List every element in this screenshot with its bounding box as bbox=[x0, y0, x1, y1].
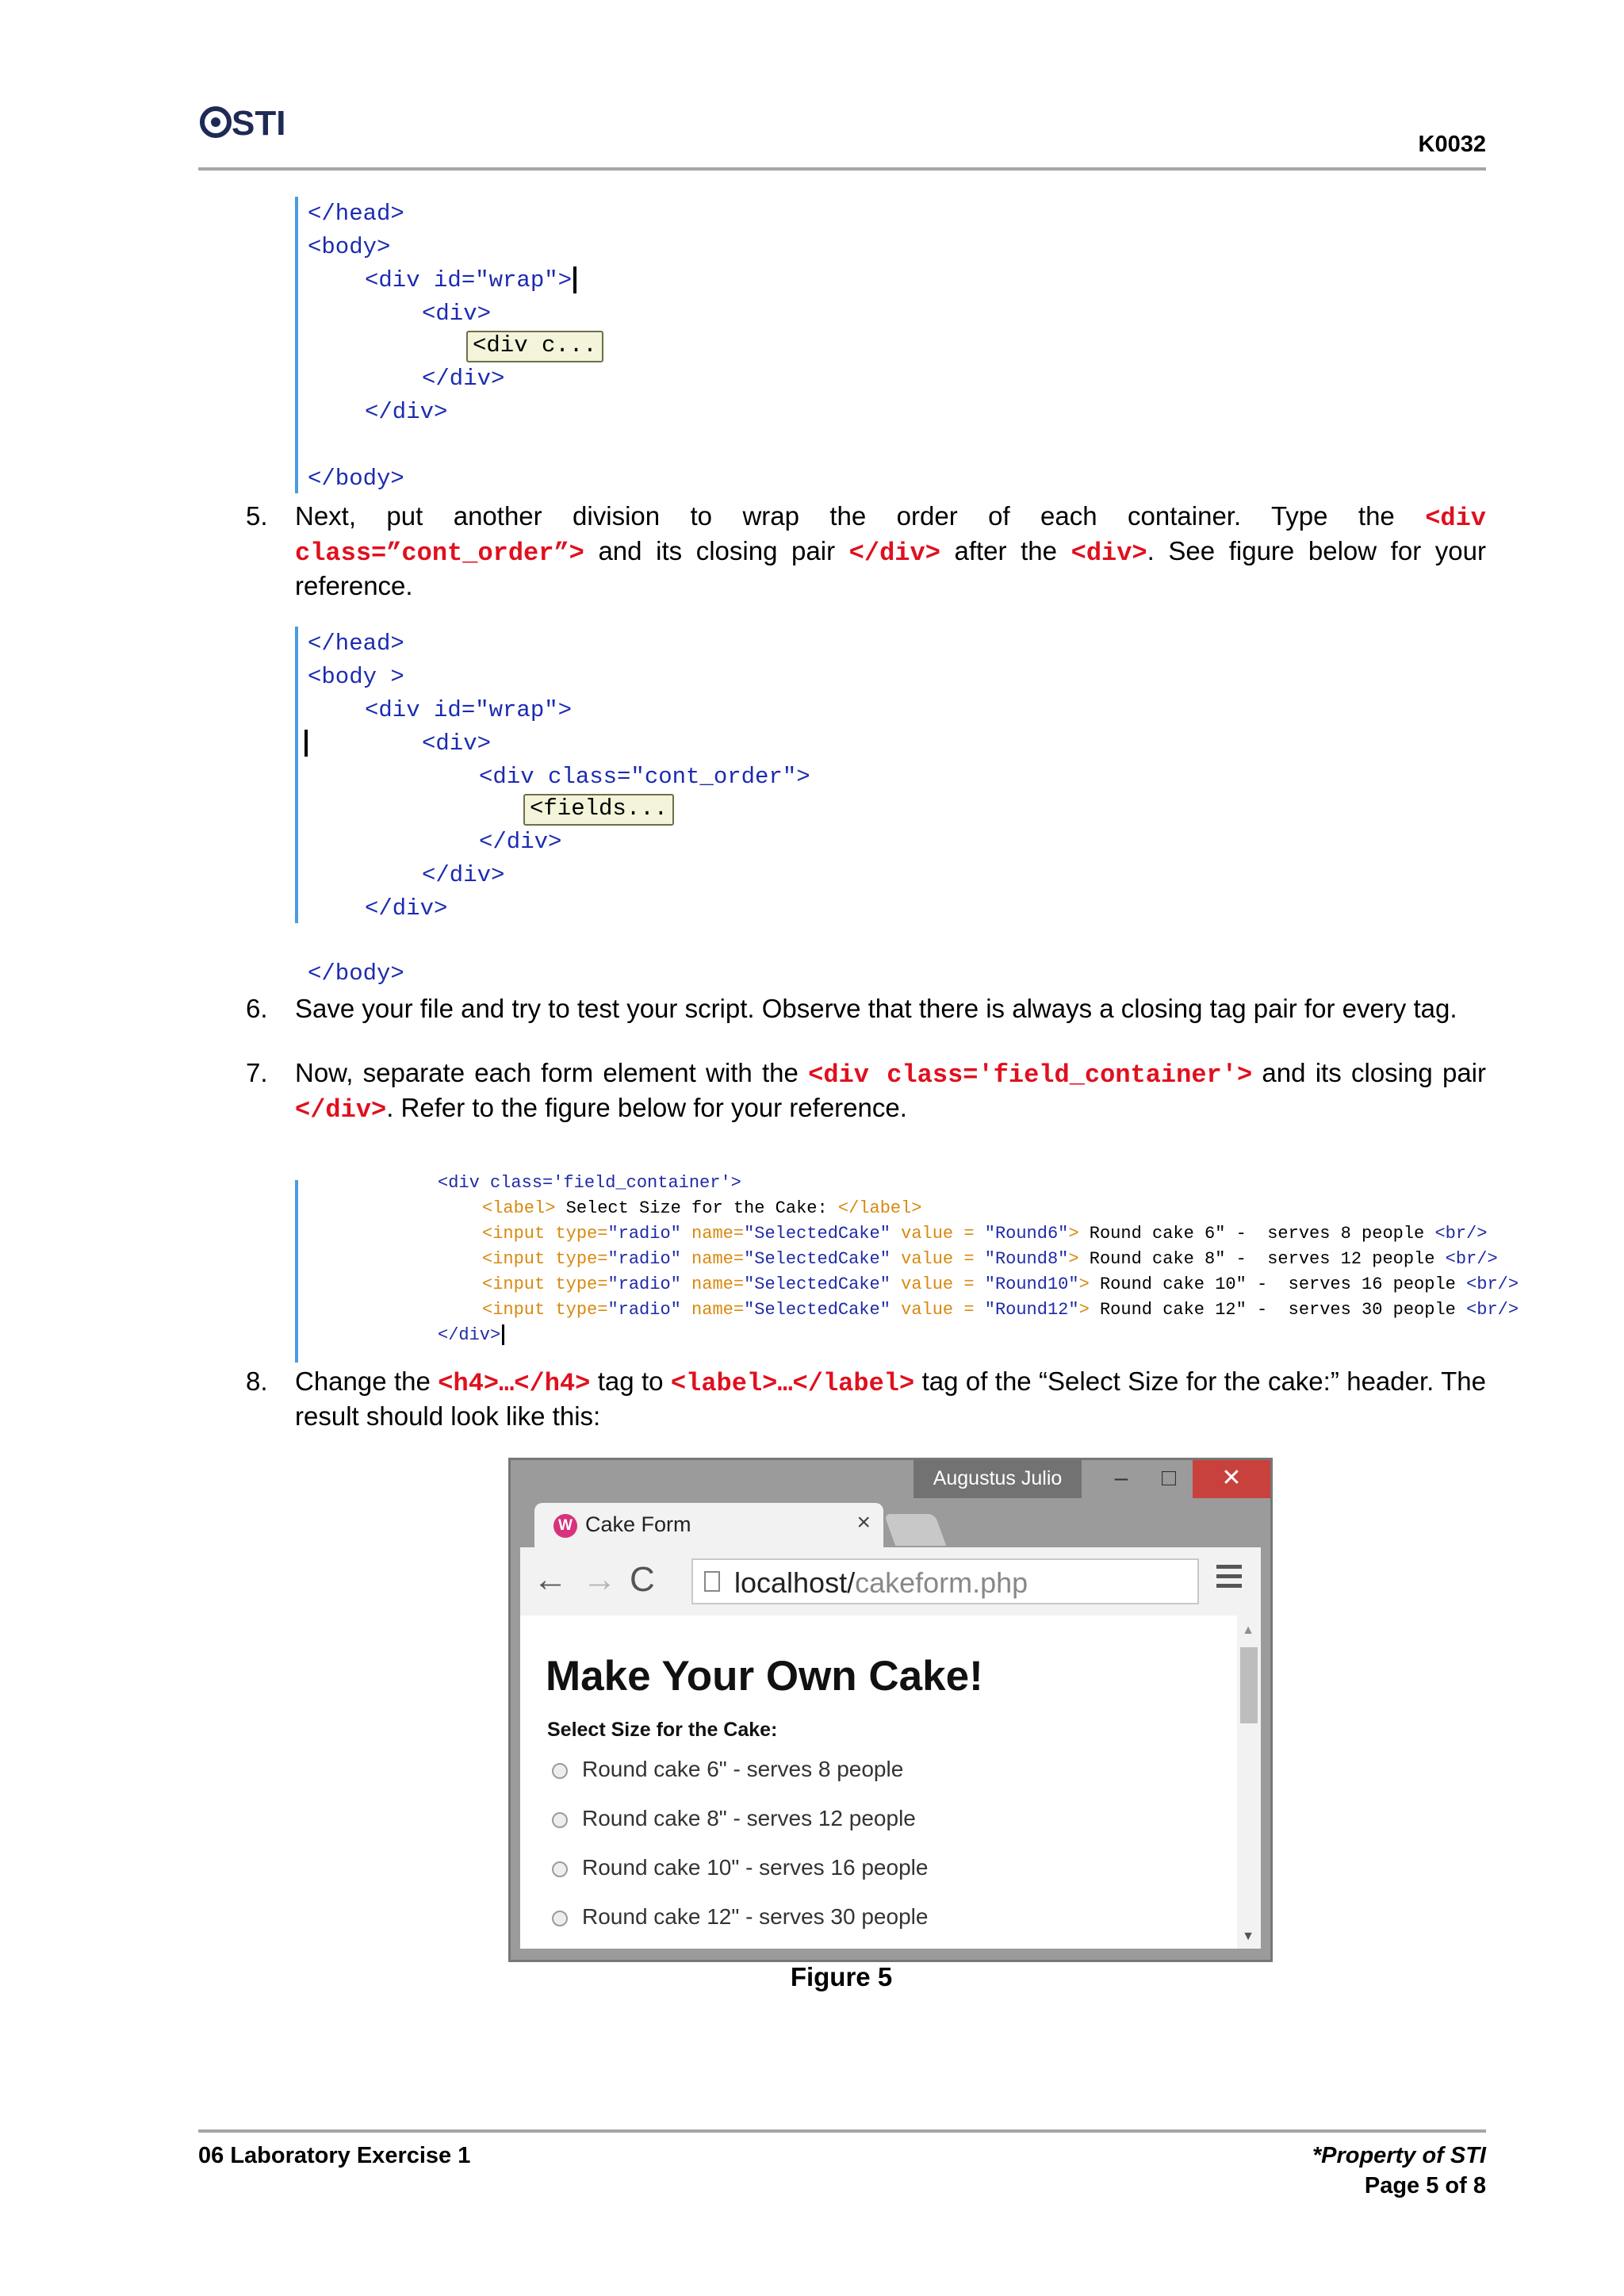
figure-caption: Figure 5 bbox=[790, 1962, 893, 1991]
scroll-up-icon[interactable]: ▲ bbox=[1242, 1623, 1254, 1637]
inline-code: </div> bbox=[295, 1095, 387, 1125]
code-attr: type= bbox=[545, 1300, 608, 1320]
radio-label: Round cake 8" - serves 12 people bbox=[582, 1806, 916, 1830]
code-line bbox=[466, 330, 603, 362]
radio-button[interactable] bbox=[552, 1763, 568, 1779]
maximize-button[interactable]: □ bbox=[1161, 1465, 1177, 1491]
code-string: "Round6" bbox=[984, 1224, 1069, 1244]
step-number: 7. bbox=[246, 1058, 268, 1087]
document-code: K0032 bbox=[1418, 132, 1486, 157]
code-tag: <input bbox=[482, 1249, 546, 1269]
code-attr: value = bbox=[890, 1274, 985, 1294]
text: Change the bbox=[295, 1366, 439, 1396]
code-line: </head> bbox=[308, 631, 404, 657]
code-line: </body> bbox=[308, 960, 404, 987]
code-block-1-bar bbox=[295, 197, 298, 493]
code-text: Round cake 12" - serves 30 people bbox=[1089, 1300, 1467, 1320]
code-line: </div> bbox=[365, 895, 448, 922]
code-attr: value = bbox=[890, 1224, 985, 1244]
text-caret bbox=[573, 266, 576, 293]
text: and its closing pair bbox=[1252, 1058, 1486, 1087]
code-line bbox=[303, 728, 308, 760]
tab-title: Cake Form bbox=[585, 1512, 691, 1536]
minimize-button[interactable]: – bbox=[1114, 1465, 1128, 1491]
new-tab-button[interactable] bbox=[884, 1514, 947, 1546]
code-string: "radio" bbox=[607, 1249, 681, 1269]
code-line bbox=[365, 265, 576, 297]
browser-tab[interactable] bbox=[534, 1503, 883, 1547]
collapsed-code-region: <div c... bbox=[466, 331, 603, 362]
inline-code: <div class='field_container'> bbox=[808, 1060, 1253, 1090]
sti-logo bbox=[198, 100, 301, 144]
code-block-2 bbox=[308, 628, 810, 987]
code-text: Round cake 10" - serves 16 people bbox=[1089, 1274, 1467, 1294]
svg-text:STI: STI bbox=[232, 104, 286, 143]
step-text bbox=[295, 1056, 1486, 1126]
inline-code: <h4>…</h4> bbox=[438, 1369, 591, 1398]
step-number: 8. bbox=[246, 1366, 268, 1396]
inline-code: <div> bbox=[1071, 539, 1147, 568]
text: . Refer to the figure below for your reference. bbox=[386, 1093, 907, 1122]
inline-code: <div class=”cont_order”> bbox=[295, 504, 1486, 568]
radio-button[interactable] bbox=[552, 1812, 568, 1828]
code-line: <body> bbox=[308, 234, 391, 260]
url-text bbox=[734, 1566, 1028, 1600]
collapsed-code-region: <fields... bbox=[523, 794, 674, 826]
code-line: <body > bbox=[308, 664, 404, 690]
code-tag: <br/> bbox=[1466, 1300, 1519, 1320]
code-attr: value = bbox=[890, 1249, 985, 1269]
forward-arrow-icon[interactable]: → bbox=[582, 1560, 617, 1599]
vertical-scrollbar[interactable] bbox=[1237, 1616, 1261, 1949]
code-string: "radio" bbox=[607, 1274, 681, 1294]
step-text bbox=[295, 500, 1486, 602]
footer-title: 06 Laboratory Exercise 1 bbox=[198, 2143, 471, 2168]
back-arrow-icon[interactable]: ← bbox=[533, 1560, 568, 1599]
radio-button[interactable] bbox=[552, 1861, 568, 1877]
text: Next, put another division to wrap the order of each container. Type the bbox=[295, 501, 1426, 531]
code-tag: > bbox=[1078, 1300, 1090, 1320]
text: tag to bbox=[590, 1366, 671, 1396]
code-tag: <input bbox=[482, 1224, 546, 1244]
radio-option[interactable] bbox=[552, 1757, 903, 1782]
radio-option[interactable] bbox=[552, 1855, 928, 1880]
radio-button[interactable] bbox=[552, 1911, 568, 1926]
step-text: Save your file and try to test your script. Observe that there is always a closing tag pair for every tag. bbox=[295, 994, 1457, 1023]
url-path: cakeform.php bbox=[855, 1566, 1028, 1599]
code-attr: value = bbox=[890, 1300, 985, 1320]
code-tag: > bbox=[1068, 1224, 1079, 1244]
code-text: Round cake 8" - serves 12 people bbox=[1078, 1249, 1446, 1269]
reload-icon[interactable]: C bbox=[630, 1560, 655, 1599]
code-line bbox=[482, 1196, 922, 1221]
code-text: Select Size for the Cake: bbox=[555, 1198, 838, 1218]
code-string: "radio" bbox=[607, 1224, 681, 1244]
inline-code: </div> bbox=[848, 539, 940, 568]
code-line bbox=[482, 1247, 1498, 1272]
radio-label: Round cake 6" - serves 8 people bbox=[582, 1757, 904, 1781]
code-line bbox=[438, 1323, 504, 1348]
code-line: <div id="wrap"> bbox=[365, 697, 573, 723]
footer-divider bbox=[198, 2129, 1486, 2133]
code-tag: </div> bbox=[438, 1325, 501, 1345]
text-caret bbox=[502, 1324, 504, 1345]
scroll-down-icon[interactable]: ▼ bbox=[1242, 1930, 1254, 1943]
code-block-3 bbox=[295, 1171, 1519, 1345]
url-host: localhost/ bbox=[734, 1566, 856, 1599]
inline-code: <label>…</label> bbox=[670, 1369, 915, 1398]
code-line bbox=[482, 1221, 1487, 1247]
page-heading: Make Your Own Cake! bbox=[546, 1653, 983, 1700]
radio-label: Round cake 10" - serves 16 people bbox=[582, 1855, 929, 1880]
page-number: Page 5 of 8 bbox=[1364, 2173, 1486, 2198]
code-attr: type= bbox=[545, 1249, 608, 1269]
radio-option[interactable] bbox=[552, 1806, 916, 1831]
code-line bbox=[482, 1272, 1519, 1297]
code-line bbox=[482, 1297, 1519, 1323]
code-line: </div> bbox=[365, 399, 448, 425]
code-tag: <br/> bbox=[1466, 1274, 1519, 1294]
code-line: </body> bbox=[308, 466, 404, 492]
code-tag: <input bbox=[482, 1274, 546, 1294]
footer-property: *Property of STI bbox=[1312, 2143, 1486, 2168]
code-line: </div> bbox=[422, 862, 505, 888]
code-attr: name= bbox=[680, 1249, 745, 1269]
address-bar[interactable] bbox=[691, 1558, 1199, 1604]
code-string: "Round12" bbox=[984, 1300, 1079, 1320]
header-divider bbox=[198, 167, 1486, 171]
browser-toolbar bbox=[520, 1547, 1261, 1616]
code-tag: > bbox=[1078, 1274, 1090, 1294]
code-tag: <label> bbox=[482, 1198, 556, 1218]
code-text: <div id="wrap"> bbox=[365, 267, 573, 293]
radio-label: Round cake 12" - serves 30 people bbox=[582, 1904, 929, 1929]
browser-screenshot bbox=[508, 1458, 1273, 1962]
code-line: <div class='field_container'> bbox=[438, 1173, 741, 1193]
code-line bbox=[523, 793, 674, 825]
code-text: Round cake 6" - serves 8 people bbox=[1078, 1224, 1435, 1244]
code-attr: type= bbox=[545, 1274, 608, 1294]
close-window-button[interactable]: ✕ bbox=[1193, 1460, 1270, 1498]
text: and its closing pair bbox=[584, 536, 849, 565]
code-block-2-bar bbox=[295, 627, 298, 923]
code-attr: type= bbox=[545, 1224, 608, 1244]
code-string: "Round8" bbox=[984, 1249, 1069, 1269]
code-tag: </label> bbox=[837, 1198, 922, 1218]
step-text bbox=[295, 1365, 1486, 1432]
code-line: <div> bbox=[422, 301, 492, 327]
scrollbar-thumb[interactable] bbox=[1240, 1647, 1258, 1723]
code-line: </head> bbox=[308, 201, 404, 227]
text: tag of the “Select Size for the cake:” header. The result should look like this: bbox=[295, 1366, 1486, 1431]
code-line: <div> bbox=[422, 730, 492, 757]
window-user-badge: Augustus Julio bbox=[914, 1460, 1082, 1498]
favicon-icon: W bbox=[553, 1514, 577, 1538]
code-string: "SelectedCake" bbox=[744, 1249, 891, 1269]
code-string: "radio" bbox=[607, 1300, 681, 1320]
size-label: Select Size for the Cake: bbox=[547, 1719, 778, 1741]
tab-close-icon[interactable]: × bbox=[856, 1509, 871, 1535]
code-block-1 bbox=[308, 198, 597, 492]
text: . See figure below for your reference. bbox=[295, 536, 1486, 600]
code-string: "SelectedCake" bbox=[744, 1224, 891, 1244]
code-string: "Round10" bbox=[984, 1274, 1079, 1294]
menu-icon[interactable] bbox=[1216, 1565, 1242, 1593]
step-number: 5. bbox=[246, 501, 268, 531]
code-tag: <br/> bbox=[1434, 1224, 1488, 1244]
code-tag: <br/> bbox=[1445, 1249, 1498, 1269]
code-tag: <input bbox=[482, 1300, 546, 1320]
code-string: "SelectedCake" bbox=[744, 1300, 891, 1320]
text: Now, separate each form element with the bbox=[295, 1058, 809, 1087]
step-number: 6. bbox=[246, 994, 268, 1023]
code-attr: name= bbox=[680, 1274, 745, 1294]
page-viewport bbox=[520, 1616, 1261, 1949]
code-attr: name= bbox=[680, 1224, 745, 1244]
page-icon bbox=[704, 1571, 720, 1592]
text: after the bbox=[940, 536, 1071, 565]
code-string: "SelectedCake" bbox=[744, 1274, 891, 1294]
code-tag: > bbox=[1068, 1249, 1079, 1269]
code-line: <div class="cont_order"> bbox=[479, 764, 810, 790]
text-caret bbox=[304, 730, 308, 757]
radio-option[interactable] bbox=[552, 1904, 928, 1930]
code-line: </div> bbox=[479, 829, 562, 855]
code-line: </div> bbox=[422, 366, 505, 392]
code-attr: name= bbox=[680, 1300, 745, 1320]
